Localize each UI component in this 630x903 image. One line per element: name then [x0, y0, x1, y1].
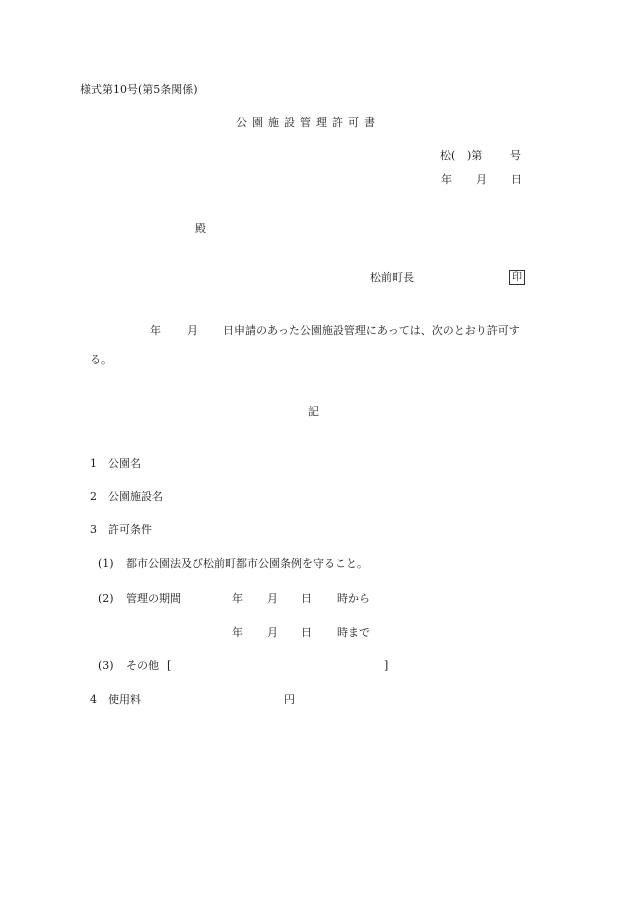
other-bracket-close: ] — [384, 659, 389, 672]
document-title: 公園施設管理許可書 — [236, 116, 380, 129]
period-to-time: 時まで — [337, 626, 370, 639]
period-to-year: 年 — [232, 626, 243, 639]
ki-heading: 記 — [308, 405, 319, 418]
period-to-day: 日 — [301, 626, 312, 639]
item-4-label: 使用料 — [108, 693, 141, 706]
body-text: 日申請のあった公園施設管理にあっては、次のとおり許可す — [223, 324, 520, 337]
other-bracket-open: [ — [167, 659, 172, 672]
body-month: 月 — [187, 324, 198, 337]
issue-date-year: 年 — [441, 173, 452, 186]
seal-mark — [509, 270, 525, 285]
period-from-time: 時から — [337, 592, 370, 605]
sub-3-number: (3) — [98, 659, 114, 672]
sub-3-label: その他 — [126, 659, 159, 672]
body-continuation: る。 — [90, 353, 112, 366]
doc-number-suffix: 号 — [510, 149, 521, 162]
period-from-month: 月 — [267, 592, 278, 605]
period-from-day: 日 — [301, 592, 312, 605]
issue-date-month: 月 — [476, 173, 487, 186]
item-4-number: 4 — [90, 693, 97, 706]
fee-unit: 円 — [284, 693, 295, 706]
sub-2-number: (2) — [98, 592, 114, 605]
sub-1-number: (1) — [98, 557, 114, 570]
item-1-label: 公園名 — [108, 457, 141, 470]
seal-stamp-icon: 印 — [509, 270, 525, 285]
addressee-suffix: 殿 — [195, 222, 206, 235]
item-2-number: 2 — [90, 490, 97, 503]
period-to-month: 月 — [267, 626, 278, 639]
sub-1-text: 都市公園法及び松前町都市公園条例を守ること。 — [126, 557, 368, 570]
issuer-name: 松前町長 — [370, 271, 414, 284]
doc-number-prefix: 松( — [440, 149, 456, 162]
item-1-number: 1 — [90, 457, 97, 470]
item-2-label: 公園施設名 — [108, 490, 163, 503]
body-year: 年 — [150, 324, 161, 337]
item-3-number: 3 — [90, 523, 97, 536]
item-3-label: 許可条件 — [108, 523, 152, 536]
doc-number-middle: )第 — [467, 149, 483, 162]
period-from-year: 年 — [232, 592, 243, 605]
sub-2-label: 管理の期間 — [126, 592, 181, 605]
form-number: 様式第10号(第5条関係) — [80, 83, 198, 96]
issue-date-day: 日 — [511, 173, 522, 186]
